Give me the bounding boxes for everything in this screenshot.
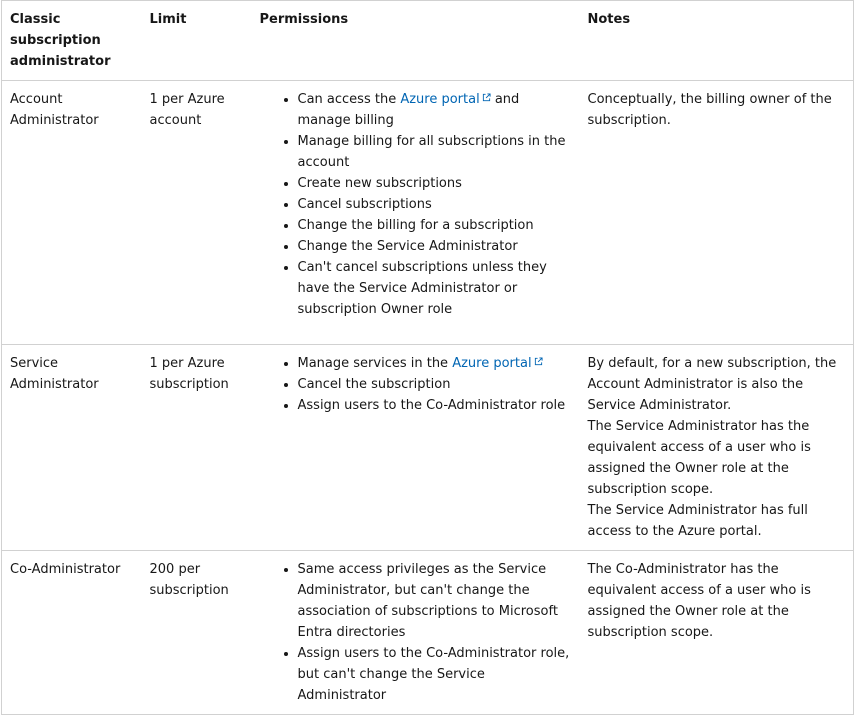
table-row-co-administrator [2, 551, 854, 715]
list-item [298, 353, 572, 374]
list-item: • Manage billing for all subscriptions in the account [298, 131, 572, 173]
cell-notes [580, 345, 854, 551]
header-limit: Limit [142, 1, 252, 81]
cell-limit: 200 per subscription [142, 551, 252, 715]
azure-portal-link[interactable] [452, 356, 542, 371]
cell-limit: 1 per Azure account [149, 92, 225, 128]
list-item: • Assign users to the Co-Administrator role [298, 395, 572, 416]
cell-permissions [252, 81, 580, 345]
azure-portal-link[interactable] [400, 92, 490, 107]
permissions-list [260, 353, 572, 416]
header-role: Classic subscription administrator [2, 1, 142, 81]
permissions-list [260, 559, 572, 706]
header-permissions: Permissions [252, 1, 580, 81]
cell-role: Service Administrator [2, 345, 142, 551]
link-text: Azure portal [452, 356, 532, 371]
permissions-list [260, 89, 572, 320]
note-paragraph: By default, for a new subscription, the Account Administrator is also the Service Administrator. [587, 356, 837, 413]
header-notes: Notes [580, 1, 854, 81]
cell-role: Account Administrator [10, 92, 99, 128]
note-paragraph: The Co-Administrator has the equivalent access of a user who is assigned the Owner role at the subscription scope. [587, 562, 811, 640]
table-row-service-administrator [2, 345, 854, 551]
cell-notes [580, 551, 854, 715]
cell-notes [580, 81, 854, 345]
list-item-text: and manage billing [297, 92, 520, 128]
note-paragraph: The Service Administrator has the equivalent access of a user who is assigned the Owner role at the subscription scope. [587, 419, 811, 497]
list-item: • Change the Service Administrator [298, 236, 572, 257]
list-item: • Cancel subscriptions [298, 194, 572, 215]
list-item-text: Can access the [297, 92, 401, 107]
list-item: • Assign users to the Co-Administrator role, but can't change the Service Administrator [298, 643, 572, 706]
list-item: • Same access privileges as the Service Administrator, but can't change the association of subscriptions to Microsoft Entra directories [298, 559, 572, 643]
list-item: • Change the billing for a subscription [298, 215, 572, 236]
note-paragraph: Conceptually, the billing owner of the subscription. [587, 92, 832, 128]
list-item [298, 89, 572, 131]
external-link-icon [482, 93, 491, 102]
classic-administrators-table [1, 0, 854, 715]
external-link-icon [534, 357, 543, 366]
cell-role: Co-Administrator [2, 551, 142, 715]
table-row-account-administrator [2, 81, 854, 345]
cell-permissions [252, 345, 580, 551]
list-item: • Can't cancel subscriptions unless they have the Service Administrator or subscription Owner role [298, 257, 572, 320]
list-item-text: Manage services in the [297, 356, 453, 371]
cell-limit: 1 per Azure subscription [142, 345, 252, 551]
table-header-row [2, 1, 854, 81]
link-text: Azure portal [400, 92, 480, 107]
note-paragraph: The Service Administrator has full access to the Azure portal. [587, 503, 808, 539]
list-item: • Cancel the subscription [298, 374, 572, 395]
cell-permissions [252, 551, 580, 715]
list-item: • Create new subscriptions [298, 173, 572, 194]
